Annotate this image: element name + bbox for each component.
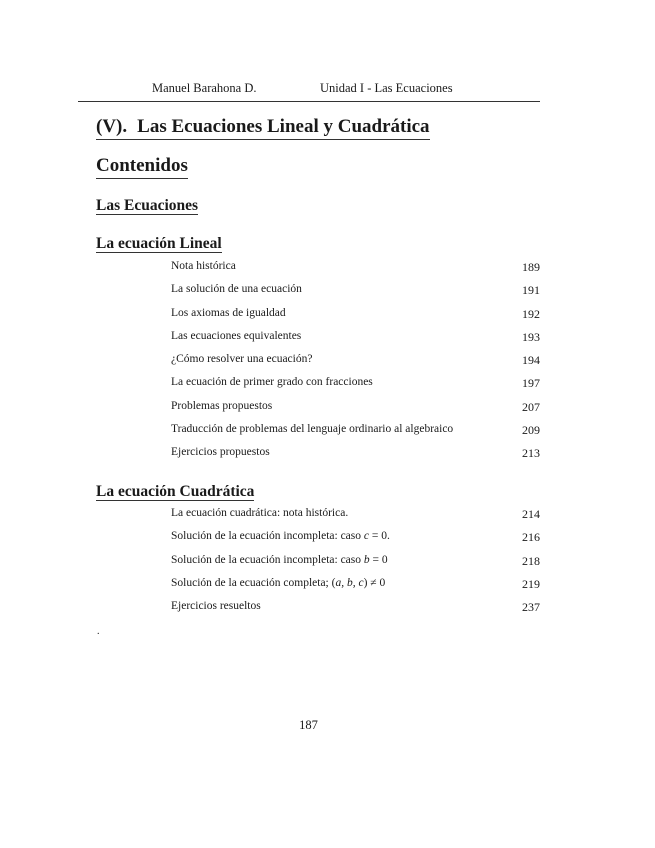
toc-entry-text: Solución de la ecuación incompleta: caso	[171, 530, 364, 543]
toc-page-number: 237	[522, 600, 540, 615]
toc-item	[171, 260, 540, 283]
toc-item	[171, 283, 540, 306]
toc-page-number: 209	[522, 423, 540, 438]
toc-entry	[171, 577, 385, 589]
toc-item	[171, 330, 540, 353]
toc-item	[171, 577, 540, 600]
toc-item	[171, 376, 540, 399]
toc-page-number: 218	[522, 553, 540, 568]
toc-entry: La ecuación de primer grado con fracciones	[171, 376, 373, 389]
toc-page-number: 192	[522, 306, 540, 321]
toc-entry: Los axiomas de igualdad	[171, 306, 286, 319]
running-header	[78, 81, 540, 102]
toc-page-number: 189	[522, 260, 540, 274]
toc-page-number: 216	[522, 530, 540, 545]
toc-page-number: 213	[522, 446, 540, 461]
toc-item	[171, 554, 540, 577]
toc-page-number: 207	[522, 399, 540, 414]
toc-entry-text: = 0	[369, 553, 388, 566]
toc-entry: La solución de una ecuación	[171, 283, 302, 296]
toc-page-number: 197	[522, 376, 540, 391]
toc-entry	[171, 554, 388, 566]
toc-list-cuadratica	[171, 507, 540, 623]
toc-item	[171, 307, 540, 330]
math-variable: c	[363, 530, 369, 543]
header-unit: Unidad I - Las Ecuaciones	[320, 81, 453, 95]
contents-title: Contenidos	[96, 155, 188, 179]
toc-item	[171, 423, 540, 446]
toc-entry: La ecuación cuadrática: nota histórica.	[171, 507, 349, 519]
stray-mark: .	[97, 626, 100, 637]
page-number: 187	[299, 718, 318, 732]
toc-entry: Las ecuaciones equivalentes	[171, 329, 302, 342]
toc-item	[171, 400, 540, 423]
toc-entry-text: Solución de la ecuación completa; (	[171, 576, 336, 589]
toc-entry	[171, 530, 390, 542]
math-variable: b	[363, 553, 370, 566]
toc-page-number: 219	[522, 576, 540, 591]
toc-entry: Ejercicios resueltos	[171, 600, 261, 613]
toc-page-number: 193	[522, 329, 540, 344]
toc-entry: Traducción de problemas del lenguaje ordinario al algebraico	[171, 423, 454, 436]
toc-list-lineal	[171, 260, 540, 470]
toc-page-number: 191	[522, 283, 540, 298]
toc-entry-text: Solución de la ecuación incompleta: caso	[171, 553, 364, 566]
toc-entry: Nota histórica	[171, 260, 236, 272]
toc-entry-text: ) ≠ 0	[363, 576, 386, 589]
toc-page-number: 214	[522, 507, 540, 521]
toc-entry: Ejercicios propuestos	[171, 446, 270, 459]
toc-item	[171, 353, 540, 376]
toc-item	[171, 530, 540, 553]
math-variable: a, b, c	[335, 576, 364, 589]
toc-item	[171, 600, 540, 623]
toc-page-number: 194	[522, 353, 540, 368]
toc-entry: Problemas propuestos	[171, 399, 273, 412]
toc-entry-text: = 0.	[369, 530, 390, 543]
toc-entry: ¿Cómo resolver una ecuación?	[171, 353, 313, 366]
toc-item	[171, 446, 540, 469]
toc-item	[171, 507, 540, 530]
chapter-title-text: Las Ecuaciones Lineal y Cuadrática	[137, 116, 430, 137]
chapter-title	[96, 116, 430, 140]
chapter-number: (V).	[96, 116, 128, 137]
section-heading-cuadratica: La ecuación Cuadrática	[96, 483, 255, 500]
section-heading-lineal: La ecuación Lineal	[96, 235, 222, 252]
header-author: Manuel Barahona D.	[152, 81, 257, 95]
section-heading-ecuaciones: Las Ecuaciones	[96, 197, 199, 214]
